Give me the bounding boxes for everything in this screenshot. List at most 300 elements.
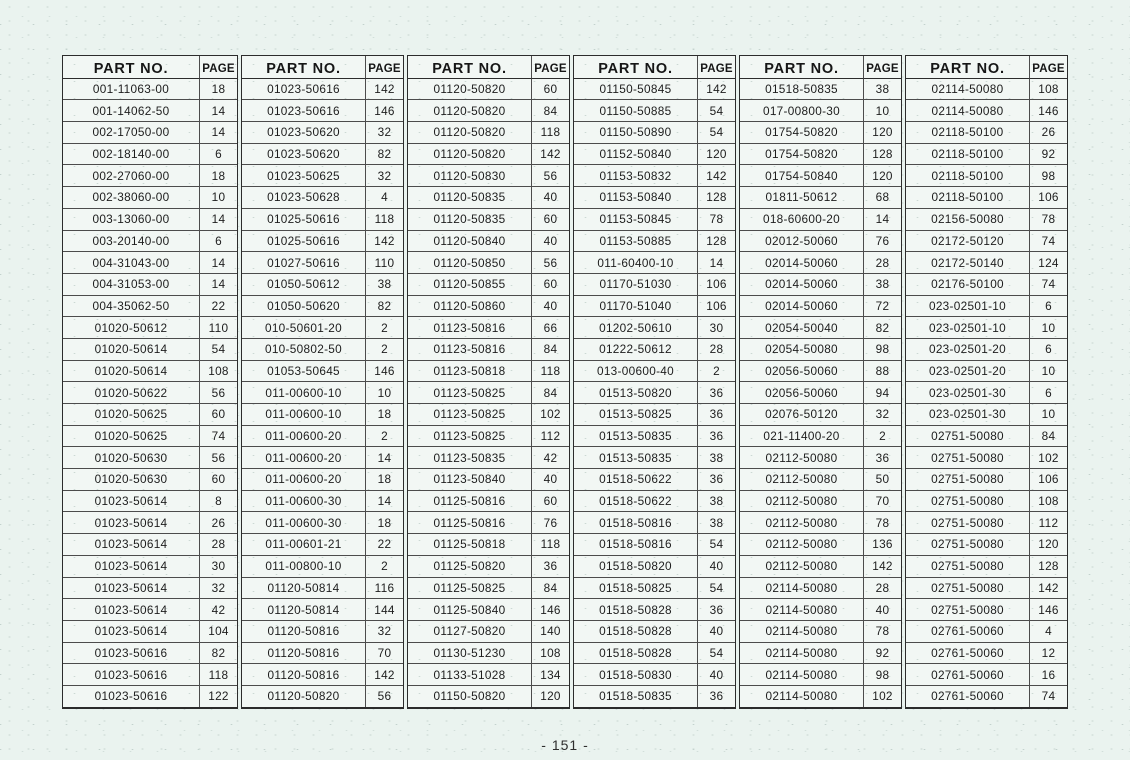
part-no-cell: 01025-50616 (242, 230, 366, 252)
part-no-cell: 02112-50080 (740, 555, 864, 577)
part-no-cell: 01125-50820 (408, 555, 532, 577)
page-cell: 74 (1030, 230, 1067, 252)
part-no-cell: 004-35062-50 (63, 295, 200, 317)
page-cell: 70 (366, 642, 403, 664)
part-no-cell: 01120-50835 (408, 186, 532, 208)
part-no-cell: 011-60400-10 (574, 251, 698, 273)
part-no-cell: 023-02501-20 (906, 360, 1030, 382)
part-no-cell: 02056-50060 (740, 360, 864, 382)
part-no-cell: 01023-50616 (63, 685, 200, 707)
page-cell: 6 (1030, 295, 1067, 317)
page-cell: 60 (200, 468, 237, 490)
part-no-cell: 01518-50835 (574, 685, 698, 707)
page-cell: 2 (864, 425, 901, 447)
part-no-cell: 01518-50622 (574, 468, 698, 490)
page-cell: 26 (200, 511, 237, 533)
part-no-cell: 01513-50835 (574, 425, 698, 447)
part-no-cell: 02172-50140 (906, 251, 1030, 273)
page-header: PAGE (866, 62, 899, 75)
page-cell: 98 (864, 663, 901, 685)
page-cell: 36 (698, 598, 735, 620)
part-no-cell: 01120-50820 (242, 685, 366, 707)
part-no-cell: 01023-50614 (63, 490, 200, 512)
page-cell: 92 (864, 642, 901, 664)
page-cell: 56 (366, 685, 403, 707)
page-header: PAGE (534, 62, 567, 75)
page-cell: 40 (532, 295, 569, 317)
page-cell: 84 (1030, 425, 1067, 447)
part-no-cell: 002-38060-00 (63, 186, 200, 208)
page-cell: 92 (1030, 143, 1067, 165)
page-header: PAGE (202, 62, 235, 75)
page-cell: 70 (864, 490, 901, 512)
part-no-cell: 01123-50840 (408, 468, 532, 490)
page-cell: 78 (698, 208, 735, 230)
page-cell: 16 (1030, 663, 1067, 685)
part-no-cell: 01023-50614 (63, 620, 200, 642)
page-cell: 6 (1030, 338, 1067, 360)
page-cell: 14 (864, 208, 901, 230)
part-no-cell: 02114-50080 (906, 99, 1030, 121)
part-no-cell: 02112-50080 (740, 533, 864, 555)
page-cell: 22 (200, 295, 237, 317)
part-no-cell: 01020-50630 (63, 446, 200, 468)
page-cell: 40 (864, 598, 901, 620)
page-cell: 18 (200, 78, 237, 100)
part-no-cell: 01152-50840 (574, 143, 698, 165)
page-cell: 104 (200, 620, 237, 642)
part-no-cell: 01150-50890 (574, 121, 698, 143)
part-no-cell: 01053-50645 (242, 360, 366, 382)
page-cell: 74 (1030, 273, 1067, 295)
page-cell: 140 (532, 620, 569, 642)
part-no-cell: 01120-50840 (408, 230, 532, 252)
part-no-cell: 01123-50816 (408, 338, 532, 360)
column-group-1 (62, 55, 238, 709)
column-group-2 (241, 55, 404, 709)
page-cell: 18 (366, 468, 403, 490)
part-no-cell: 01518-50820 (574, 555, 698, 577)
part-no-cell: 01125-50825 (408, 577, 532, 599)
part-no-cell: 01125-50818 (408, 533, 532, 555)
part-no-cell: 01120-50820 (408, 121, 532, 143)
page-cell: 54 (698, 121, 735, 143)
part-no-cell: 017-00800-30 (740, 99, 864, 121)
part-no-cell: 01120-50820 (408, 99, 532, 121)
page-cell: 54 (698, 533, 735, 555)
page-cell: 36 (698, 685, 735, 707)
part-no-cell: 01170-51040 (574, 295, 698, 317)
page-cell: 36 (864, 446, 901, 468)
page-cell: 42 (200, 598, 237, 620)
page-cell: 28 (698, 338, 735, 360)
page-cell: 10 (200, 186, 237, 208)
page-cell: 76 (532, 511, 569, 533)
part-no-cell: 01020-50630 (63, 468, 200, 490)
page-cell: 118 (200, 663, 237, 685)
part-no-cell: 01123-50816 (408, 316, 532, 338)
part-no-cell: 01120-50814 (242, 577, 366, 599)
page-cell: 106 (698, 273, 735, 295)
page-cell: 146 (366, 99, 403, 121)
page-cell: 14 (200, 99, 237, 121)
page-cell: 28 (200, 533, 237, 555)
page-cell: 40 (532, 468, 569, 490)
part-no-cell: 02012-50060 (740, 230, 864, 252)
page-cell: 14 (200, 273, 237, 295)
part-no-cell: 01518-50835 (740, 78, 864, 100)
page-cell: 84 (532, 338, 569, 360)
part-no-cell: 01023-50616 (242, 99, 366, 121)
page-cell: 120 (698, 143, 735, 165)
part-no-cell: 011-00600-20 (242, 425, 366, 447)
part-no-cell: 013-00600-40 (574, 360, 698, 382)
page-cell: 2 (366, 555, 403, 577)
part-no-cell: 02114-50080 (740, 663, 864, 685)
page-cell: 32 (200, 577, 237, 599)
page-cell: 60 (532, 273, 569, 295)
page-cell: 128 (1030, 555, 1067, 577)
page-cell: 146 (1030, 99, 1067, 121)
part-no-cell: 02014-50060 (740, 295, 864, 317)
part-no-cell: 011-00600-30 (242, 511, 366, 533)
page-cell: 128 (864, 143, 901, 165)
part-no-header: PART NO. (574, 56, 698, 81)
page-cell: 122 (200, 685, 237, 707)
page-cell: 76 (864, 230, 901, 252)
part-no-cell: 01023-50620 (242, 143, 366, 165)
part-no-cell: 01125-50816 (408, 511, 532, 533)
part-no-cell: 02176-50100 (906, 273, 1030, 295)
part-no-cell: 02114-50080 (906, 78, 1030, 100)
page-cell: 108 (200, 360, 237, 382)
page-cell: 38 (864, 273, 901, 295)
part-no-cell: 01518-50622 (574, 490, 698, 512)
page-cell: 36 (698, 403, 735, 425)
part-no-cell: 01123-50835 (408, 446, 532, 468)
page-cell: 106 (698, 295, 735, 317)
part-no-cell: 021-11400-20 (740, 425, 864, 447)
part-no-cell: 02761-50060 (906, 663, 1030, 685)
part-no-cell: 02114-50080 (740, 642, 864, 664)
part-no-cell: 01222-50612 (574, 338, 698, 360)
page-cell: 4 (366, 186, 403, 208)
part-no-cell: 02751-50080 (906, 468, 1030, 490)
page-cell: 142 (366, 78, 403, 100)
page-cell: 36 (698, 468, 735, 490)
part-no-cell: 01123-50818 (408, 360, 532, 382)
page-cell: 102 (1030, 446, 1067, 468)
page-cell: 142 (532, 143, 569, 165)
page-cell: 94 (864, 381, 901, 403)
page-cell: 14 (698, 251, 735, 273)
part-no-cell: 023-02501-30 (906, 403, 1030, 425)
page-cell: 118 (366, 208, 403, 230)
part-no-cell: 01123-50825 (408, 381, 532, 403)
page-cell: 14 (200, 251, 237, 273)
page-cell: 56 (200, 446, 237, 468)
part-no-header: PART NO. (242, 56, 366, 81)
page-number: - 151 - (541, 737, 589, 753)
part-no-cell: 02114-50080 (740, 577, 864, 599)
column-group-5 (739, 55, 902, 709)
page-cell: 78 (864, 511, 901, 533)
page-cell: 82 (366, 295, 403, 317)
part-no-cell: 01025-50616 (242, 208, 366, 230)
page-header: PAGE (1032, 62, 1065, 75)
part-no-cell: 01754-50820 (740, 143, 864, 165)
page-cell: 120 (532, 685, 569, 707)
page-cell: 136 (864, 533, 901, 555)
part-no-cell: 023-02501-10 (906, 295, 1030, 317)
page-cell: 60 (532, 78, 569, 100)
part-no-cell: 01125-50816 (408, 490, 532, 512)
part-no-cell: 01023-50614 (63, 555, 200, 577)
page-cell: 72 (864, 295, 901, 317)
page-cell: 56 (532, 164, 569, 186)
page-cell: 146 (1030, 598, 1067, 620)
part-no-cell: 02114-50080 (740, 620, 864, 642)
page-cell: 8 (200, 490, 237, 512)
page-cell: 66 (532, 316, 569, 338)
page-cell: 38 (864, 78, 901, 100)
part-no-cell: 01513-50835 (574, 446, 698, 468)
page-cell: 50 (864, 468, 901, 490)
page-cell: 36 (698, 381, 735, 403)
part-no-cell: 01023-50616 (242, 78, 366, 100)
part-no-cell: 01120-50850 (408, 251, 532, 273)
part-no-cell: 01518-50828 (574, 598, 698, 620)
part-no-cell: 02112-50080 (740, 468, 864, 490)
part-no-cell: 02761-50060 (906, 642, 1030, 664)
part-no-cell: 023-02501-10 (906, 316, 1030, 338)
page-cell: 146 (366, 360, 403, 382)
page-cell: 116 (366, 577, 403, 599)
part-no-cell: 01125-50840 (408, 598, 532, 620)
page-cell: 18 (366, 511, 403, 533)
page-cell: 10 (366, 381, 403, 403)
part-no-cell: 01023-50614 (63, 577, 200, 599)
page-cell: 120 (864, 121, 901, 143)
part-no-cell: 01050-50612 (242, 273, 366, 295)
page-cell: 128 (698, 230, 735, 252)
part-no-cell: 01023-50614 (63, 533, 200, 555)
part-no-cell: 01754-50820 (740, 121, 864, 143)
page-cell: 144 (366, 598, 403, 620)
page-cell: 14 (366, 490, 403, 512)
part-no-cell: 01811-50612 (740, 186, 864, 208)
page-cell: 40 (698, 555, 735, 577)
part-no-cell: 01518-50816 (574, 511, 698, 533)
part-no-cell: 01133-51028 (408, 663, 532, 685)
page-cell: 112 (1030, 511, 1067, 533)
page-cell: 32 (366, 121, 403, 143)
page-cell: 84 (532, 99, 569, 121)
page-cell: 42 (532, 446, 569, 468)
page-cell: 124 (1030, 251, 1067, 273)
part-no-cell: 02054-50080 (740, 338, 864, 360)
part-no-header: PART NO. (63, 56, 200, 81)
page-cell: 108 (1030, 78, 1067, 100)
page-cell: 32 (864, 403, 901, 425)
part-no-cell: 02761-50060 (906, 685, 1030, 707)
part-no-cell: 01120-50820 (408, 78, 532, 100)
part-no-cell: 002-27060-00 (63, 164, 200, 186)
part-no-cell: 01513-50820 (574, 381, 698, 403)
page-cell: 112 (532, 425, 569, 447)
part-no-cell: 02114-50080 (740, 598, 864, 620)
page-cell: 108 (1030, 490, 1067, 512)
part-no-cell: 02761-50060 (906, 620, 1030, 642)
part-no-cell: 01150-50845 (574, 78, 698, 100)
page-cell: 30 (698, 316, 735, 338)
page-cell: 84 (532, 577, 569, 599)
page-cell: 54 (698, 99, 735, 121)
part-no-cell: 01153-50840 (574, 186, 698, 208)
part-no-cell: 01023-50620 (242, 121, 366, 143)
part-no-header: PART NO. (408, 56, 532, 81)
page-cell: 14 (200, 208, 237, 230)
page-cell: 28 (864, 577, 901, 599)
part-no-cell: 01518-50828 (574, 642, 698, 664)
part-no-cell: 02118-50100 (906, 121, 1030, 143)
page-cell: 56 (200, 381, 237, 403)
part-no-cell: 023-02501-30 (906, 381, 1030, 403)
part-no-cell: 01120-50835 (408, 208, 532, 230)
page-cell: 82 (200, 642, 237, 664)
part-no-cell: 01153-50845 (574, 208, 698, 230)
part-no-cell: 01020-50625 (63, 425, 200, 447)
part-no-cell: 01150-50885 (574, 99, 698, 121)
part-no-cell: 01518-50828 (574, 620, 698, 642)
part-no-cell: 004-31053-00 (63, 273, 200, 295)
part-no-cell: 01020-50622 (63, 381, 200, 403)
page-cell: 128 (698, 186, 735, 208)
part-no-cell: 011-00601-21 (242, 533, 366, 555)
part-no-cell: 01153-50885 (574, 230, 698, 252)
part-no-cell: 01120-50816 (242, 663, 366, 685)
page-cell: 6 (1030, 381, 1067, 403)
part-no-cell: 01153-50832 (574, 164, 698, 186)
part-no-cell: 02114-50080 (740, 685, 864, 707)
page-cell: 68 (864, 186, 901, 208)
part-no-cell: 01518-50825 (574, 577, 698, 599)
page-cell: 2 (698, 360, 735, 382)
part-no-cell: 011-00600-10 (242, 381, 366, 403)
part-no-cell: 01120-50820 (408, 143, 532, 165)
part-no-cell: 02751-50080 (906, 446, 1030, 468)
column-group-4 (573, 55, 736, 709)
page-cell: 82 (366, 143, 403, 165)
part-no-cell: 003-13060-00 (63, 208, 200, 230)
page-header: PAGE (700, 62, 733, 75)
page-cell: 110 (200, 316, 237, 338)
part-no-cell: 01023-50616 (63, 642, 200, 664)
page-cell: 78 (1030, 208, 1067, 230)
page-cell: 18 (200, 164, 237, 186)
page-cell: 60 (200, 403, 237, 425)
page-cell: 106 (1030, 186, 1067, 208)
part-no-cell: 002-17050-00 (63, 121, 200, 143)
page-cell: 36 (698, 425, 735, 447)
page-cell: 28 (864, 251, 901, 273)
page-cell: 74 (1030, 685, 1067, 707)
part-no-cell: 01120-50860 (408, 295, 532, 317)
part-no-header: PART NO. (740, 56, 864, 81)
part-no-cell: 01123-50825 (408, 403, 532, 425)
page-cell: 40 (698, 620, 735, 642)
part-no-cell: 004-31043-00 (63, 251, 200, 273)
page-cell: 54 (698, 642, 735, 664)
page-cell: 142 (366, 663, 403, 685)
page-cell: 102 (532, 403, 569, 425)
page-cell: 60 (532, 208, 569, 230)
page-cell: 40 (698, 663, 735, 685)
page-cell: 10 (1030, 316, 1067, 338)
page-cell: 134 (532, 663, 569, 685)
page-cell: 10 (864, 99, 901, 121)
part-no-cell: 011-00600-20 (242, 446, 366, 468)
page-cell: 10 (1030, 403, 1067, 425)
page-cell: 142 (698, 78, 735, 100)
page-cell: 22 (366, 533, 403, 555)
part-no-cell: 001-14062-50 (63, 99, 200, 121)
page-cell: 32 (366, 164, 403, 186)
page-cell: 146 (532, 598, 569, 620)
part-no-cell: 01023-50628 (242, 186, 366, 208)
page-cell: 36 (532, 555, 569, 577)
part-no-cell: 011-00800-10 (242, 555, 366, 577)
part-no-cell: 02014-50060 (740, 251, 864, 273)
page-cell: 98 (864, 338, 901, 360)
part-no-cell: 01120-50830 (408, 164, 532, 186)
page-cell: 54 (200, 338, 237, 360)
column-group-3 (407, 55, 570, 709)
part-no-cell: 018-60600-20 (740, 208, 864, 230)
part-no-cell: 001-11063-00 (63, 78, 200, 100)
page-cell: 142 (1030, 577, 1067, 599)
page-cell: 78 (864, 620, 901, 642)
page-cell: 40 (532, 186, 569, 208)
part-no-cell: 02751-50080 (906, 555, 1030, 577)
part-no-cell: 01120-50816 (242, 620, 366, 642)
page-cell: 14 (366, 446, 403, 468)
part-no-cell: 02056-50060 (740, 381, 864, 403)
part-no-cell: 003-20140-00 (63, 230, 200, 252)
page-cell: 142 (864, 555, 901, 577)
page-cell: 118 (532, 121, 569, 143)
part-no-cell: 010-50601-20 (242, 316, 366, 338)
page-cell: 60 (532, 490, 569, 512)
page-cell: 26 (1030, 121, 1067, 143)
part-no-cell: 01518-50830 (574, 663, 698, 685)
part-no-cell: 01020-50612 (63, 316, 200, 338)
page-cell: 142 (366, 230, 403, 252)
part-no-cell: 023-02501-20 (906, 338, 1030, 360)
page-cell: 12 (1030, 642, 1067, 664)
part-no-cell: 010-50802-50 (242, 338, 366, 360)
part-no-cell: 01120-50816 (242, 642, 366, 664)
page-cell: 38 (698, 446, 735, 468)
part-no-cell: 02751-50080 (906, 598, 1030, 620)
part-no-cell: 01020-50625 (63, 403, 200, 425)
page-cell: 118 (532, 360, 569, 382)
page-cell: 6 (200, 143, 237, 165)
part-no-cell: 01130-51230 (408, 642, 532, 664)
part-no-cell: 011-00600-20 (242, 468, 366, 490)
part-no-cell: 01127-50820 (408, 620, 532, 642)
page-cell: 10 (1030, 360, 1067, 382)
